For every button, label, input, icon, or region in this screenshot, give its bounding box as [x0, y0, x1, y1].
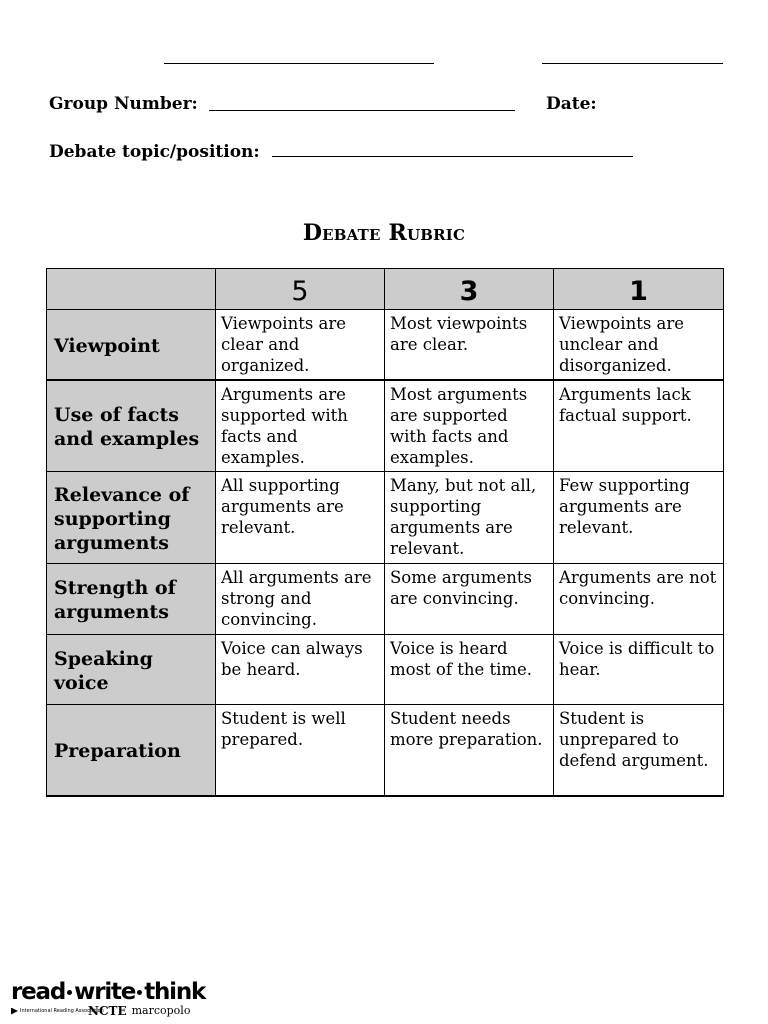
class-blank-line [542, 63, 723, 64]
criterion-label: Speaking voice [47, 635, 216, 705]
rubric-cell: Most arguments are supported with facts and examples. [385, 380, 554, 472]
rubric-cell: Some arguments are convincing. [385, 564, 554, 635]
logo-wordmark [11, 978, 205, 1006]
logo-word-think: think [144, 979, 206, 1005]
name-blank-line [164, 63, 434, 64]
logo-word-read: read [11, 979, 66, 1005]
ira-label: International Reading Association [20, 1008, 104, 1014]
logo-dot-icon [67, 990, 72, 995]
logo-word-write: write [74, 979, 136, 1005]
rubric-cell: All arguments are strong and convincing. [216, 564, 385, 635]
marcopolo-label: marcopolo [131, 1004, 191, 1017]
rubric-cell: Arguments lack factual support. [554, 380, 724, 472]
rubric-cell: Voice is heard most of the time. [385, 635, 554, 705]
logo-dot-icon [137, 990, 142, 995]
criterion-label: Use of facts and examples [47, 380, 216, 472]
rubric-cell: Student is well prepared. [216, 705, 385, 797]
rubric-cell: Student is unprepared to defend argument. [554, 705, 724, 797]
criterion-label: Relevance of supporting arguments [47, 472, 216, 564]
debate-topic-blank-line [272, 156, 633, 157]
rubric-cell: Voice is difficult to hear. [554, 635, 724, 705]
table-row [47, 380, 724, 472]
rubric-cell: Student needs more preparation. [385, 705, 554, 797]
rubric-cell: Arguments are supported with facts and examples. [216, 380, 385, 472]
rubric-cell: All supporting arguments are relevant. [216, 472, 385, 564]
rubric-cell: Most viewpoints are clear. [385, 310, 554, 381]
ncte-label: NCTE [88, 1004, 127, 1018]
table-row [47, 705, 724, 797]
table-row [47, 564, 724, 635]
rubric-cell: Viewpoints are clear and organized. [216, 310, 385, 381]
score-header-1: 1 [554, 269, 724, 310]
rubric-cell: Many, but not all, supporting arguments are relevant. [385, 472, 554, 564]
score-header-3: 3 [385, 269, 554, 310]
rubric-corner-cell [47, 269, 216, 310]
table-row [47, 310, 724, 381]
group-number-blank-line [209, 110, 515, 111]
logo-partners [11, 1006, 190, 1016]
debate-topic-label: Debate topic/position: [49, 142, 260, 162]
criterion-label: Viewpoint [47, 310, 216, 381]
rubric-cell: Viewpoints are unclear and disorganized. [554, 310, 724, 381]
rubric-cell: Voice can always be heard. [216, 635, 385, 705]
readwritethink-logo [11, 978, 206, 1024]
ira-icon [11, 1008, 18, 1015]
table-row [47, 635, 724, 705]
criterion-label: Preparation [47, 705, 216, 797]
criterion-label: Strength of arguments [47, 564, 216, 635]
rubric-table [46, 268, 724, 797]
rubric-cell: Arguments are not convincing. [554, 564, 724, 635]
group-number-label: Group Number: [49, 94, 198, 114]
rubric-title: Debate Rubric [302, 220, 466, 246]
score-header-5: 5 [216, 269, 385, 310]
rubric-cell: Few supporting arguments are relevant. [554, 472, 724, 564]
rubric-header-row [47, 269, 724, 310]
date-label: Date: [546, 94, 597, 114]
table-row [47, 472, 724, 564]
